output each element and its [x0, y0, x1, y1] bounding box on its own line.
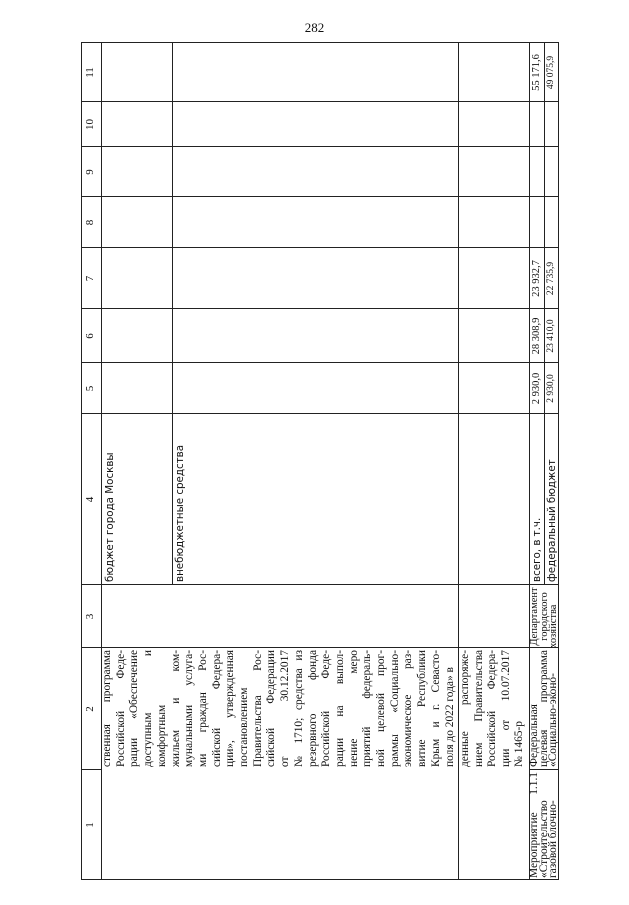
source-moscow-budget: бюджет города Москвы — [104, 452, 116, 582]
event-name — [530, 772, 559, 878]
middle-description-line: денные распоряже- — [459, 650, 471, 767]
top-description-line: резервного фонда — [306, 650, 319, 767]
event-name-line: Мероприятие 1.1.1 — [528, 772, 540, 878]
total-col7: 23 932,7 — [531, 260, 542, 297]
col-divider-6 — [81, 308, 559, 309]
event-name-line: газовой блочно- — [547, 800, 559, 878]
col-header-5: 5 — [84, 385, 96, 392]
top-description-line: Правительства Рос- — [251, 650, 264, 767]
col-divider-9 — [81, 146, 559, 147]
top-description-line: ственная программа — [101, 650, 113, 767]
top-description-line: мунальными услуга- — [183, 650, 196, 767]
top-description-line: жильем и ком- — [169, 650, 182, 767]
col-header-6: 6 — [84, 333, 96, 339]
col-divider-4 — [81, 413, 559, 414]
col-divider-8 — [81, 196, 559, 197]
total-col6: 28 308,9 — [531, 317, 542, 355]
event-responsible-line: Департамент — [529, 587, 540, 646]
col-header-2: 2 — [84, 706, 96, 712]
federal-col5: 2 930,0 — [546, 374, 556, 403]
event-name-line: «Строительство — [537, 800, 550, 878]
top-description-line: Крым и г. Севасто- — [429, 650, 442, 767]
top-description-line: комфортным — [155, 704, 168, 767]
page-number: 282 — [304, 20, 325, 35]
top-description-line: Российской Феде- — [114, 650, 127, 767]
top-description-line: экономическое раз- — [402, 650, 415, 767]
table-border-top — [81, 42, 82, 880]
col-header-8: 8 — [84, 219, 96, 226]
event-program-line: целевая программа — [537, 650, 550, 767]
top-description-line: рации «Обеспечение — [128, 650, 141, 767]
source-extrabudgetary: внебюджетные средства — [174, 444, 186, 582]
event-responsible-line: городского — [538, 592, 550, 641]
federal-col7: 22 735,9 — [546, 261, 556, 296]
top-description-line: Российской Феде- — [320, 650, 333, 767]
col-header-7: 7 — [84, 275, 96, 282]
middle-description-line: нием Правительства — [472, 650, 485, 767]
top-description-line: от 30.12.2017 — [279, 650, 292, 767]
top-description-line: сийской Федера- — [210, 650, 223, 767]
top-description-line: ной целевой прог- — [375, 650, 388, 767]
event-responsible-line: хозяйства — [548, 604, 559, 648]
middle-description-line: ции от 10.07.2017 — [499, 650, 512, 767]
col-header-11: 11 — [84, 67, 96, 78]
top-description-line: ми граждан Рос- — [196, 650, 209, 767]
col-header-9: 9 — [84, 169, 96, 175]
col-divider-7 — [81, 247, 559, 248]
col-header-4: 4 — [84, 496, 96, 503]
top-description-line: нение меро — [347, 650, 360, 767]
event-source-total: всего, в т.ч. — [531, 517, 543, 582]
top-description-line: поля до 2022 года» в — [443, 667, 456, 767]
event-program-line: «Социально-эконо- — [547, 673, 559, 767]
top-description-line: приятий федераль- — [361, 650, 374, 767]
middle-description-line: Российской Федера- — [486, 650, 499, 767]
program-description-middle — [459, 650, 529, 767]
col-divider-5 — [81, 362, 559, 363]
event-program — [530, 650, 559, 767]
total-col11: 55 171,6 — [531, 54, 542, 91]
col-divider-3 — [81, 584, 559, 585]
federal-col11: 49 075,9 — [546, 55, 556, 90]
middle-description-line: № 1465-р — [513, 721, 526, 767]
top-description-line: ции», утвержденная — [224, 650, 237, 767]
col-divider-10 — [81, 101, 559, 102]
event-source-federal: федеральный бюджет — [546, 459, 558, 582]
top-description-line: доступным и — [142, 650, 155, 767]
col-divider-1b — [529, 769, 559, 770]
top-description-line: витие Республики — [416, 650, 429, 767]
event-program-line: Федеральная — [528, 704, 540, 767]
top-description-line: рации на выпол- — [333, 650, 346, 767]
top-description-line: раммы «Социально- — [388, 650, 401, 767]
top-description-line: постановлением — [238, 687, 251, 767]
event-responsible — [530, 585, 559, 648]
budget-table — [81, 42, 559, 880]
col-divider-2 — [81, 647, 559, 648]
table-border-left — [81, 879, 559, 880]
top-description-line: № 1710; средства из — [292, 650, 305, 767]
top-description-line: сийской Федерации — [265, 650, 278, 767]
col-header-3: 3 — [84, 613, 96, 620]
col-header-1: 1 — [84, 822, 96, 828]
col-header-10: 10 — [84, 119, 96, 130]
table-border-right — [81, 42, 559, 43]
program-description-top — [101, 650, 458, 767]
total-col5: 2 930,0 — [531, 372, 542, 405]
federal-col6: 23 410,0 — [546, 319, 556, 353]
